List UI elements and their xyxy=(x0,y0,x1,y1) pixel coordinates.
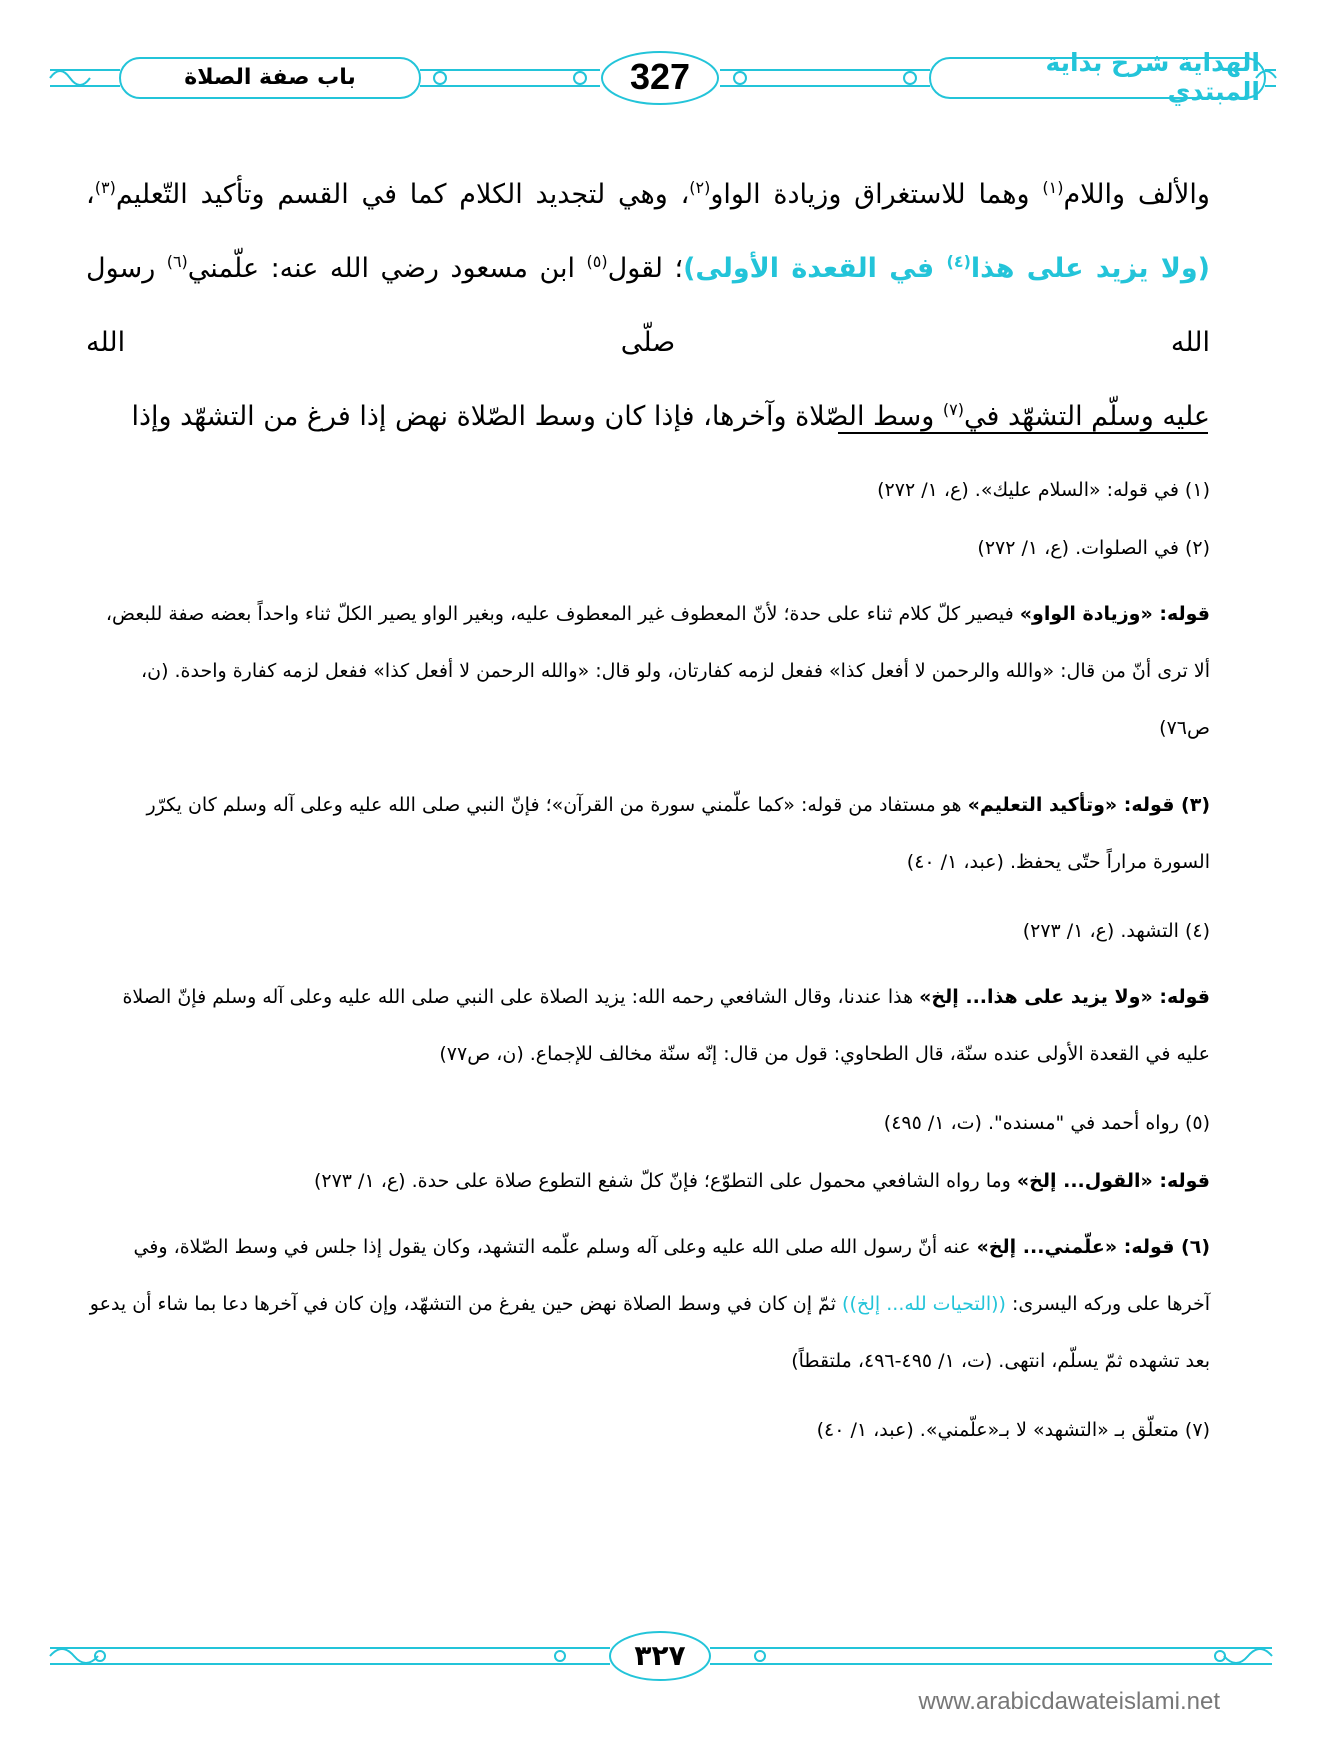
footnote-3: (٣) قوله: «وتأكيد التعليم» هو مستفاد من قوله: «كما علّمني سورة من القرآن»؛ فإنّ النبي صلى الله عليه وعلى آله وسلم كان يكرّر السورة مراراً حتّى يحفظ. (عبد، ١/ ٤٠) xyxy=(146,794,1210,873)
quote-highlight: ((التحيات لله... إلخ)) xyxy=(842,1293,1006,1315)
main-text xyxy=(86,158,1210,454)
footnote-4: (٤) التشهد. (ع، ١/ ٢٧٣) xyxy=(1022,920,1210,942)
commentary-note: قوله: «وزيادة الواو» فيصير كلّ كلام ثناء على حدة؛ لأنّ المعطوف غير المعطوف عليه، وبغير الواو يصير الكلّ ثناء واحداً بعضه صفة للبعض، ألا ترى أنّ من قال: «والله والرحمن لا أفعل كذا» ففعل لزمه كفارتان، ولو قال: «والله الرحمن لا أفعل كذا» ففعل لزمه كفارة واحدة. (ن، ص٧٦) xyxy=(105,603,1210,739)
book-title: الهداية شرح بداية المبتدي xyxy=(1045,48,1260,106)
footnote-ref[interactable]: (٧) xyxy=(942,400,965,419)
website-watermark[interactable]: www.arabicdawateislami.net xyxy=(918,1688,1220,1715)
footnote-ref[interactable]: (٢) xyxy=(689,178,711,197)
footnote-ref[interactable]: (٣) xyxy=(94,178,116,197)
commentary-note: قوله: «القول... إلخ» وما رواه الشافعي محمول على التطوّع؛ فإنّ كلّ شفع التطوع صلاة على حدة. (ع، ١/ ٢٧٣) xyxy=(313,1170,1210,1192)
page-footer xyxy=(40,1628,1280,1684)
footnote-2: (٢) في الصلوات. (ع، ١/ ٢٧٢) xyxy=(977,537,1210,559)
matn-highlight: (ولا يزيد على هذا xyxy=(970,253,1211,284)
footnote-6: (٦) قوله: «علّمني... إلخ» عنه أنّ رسول الله صلى الله عليه وعلى آله وسلم علّمه التشهد، وكان يقول إذا جلس في وسط الصّلاة، وفي آخرها على وركه اليسرى: ((التحيات لله... إلخ)) ثمّ إن كان في وسط الصلاة نهض حين يفرغ من التشهّد، وإن كان في آخرها دعا بما شاء أن يدعو بعد تشهده ثمّ يسلّم، انتهى. (ت، ١/ ٤٩٥-٤٩٦، ملتقطاً) xyxy=(89,1236,1210,1372)
footnote-5: (٥) رواه أحمد في "مسنده". (ت، ١/ ٤٩٥) xyxy=(883,1112,1210,1134)
footnote-1: (١) في قوله: «السلام عليك». (ع، ١/ ٢٧٢) xyxy=(877,479,1210,501)
footnote-ref[interactable]: (٥) xyxy=(586,252,608,271)
footer-page-number: ٣٢٧ xyxy=(634,1638,686,1672)
footnote-ref[interactable]: (٤) xyxy=(946,252,971,271)
footnote-7: (٧) متعلّق بـ «التشهد» لا بـ«علّمني». (عبد، ١/ ٤٠) xyxy=(816,1419,1210,1441)
chapter-title: باب صفة الصلاة xyxy=(184,64,356,90)
page-header xyxy=(40,48,1280,108)
main-line-1: والألف واللام$^{(١)}$ وهما للاستغراق وزيادة الواو$^{(٢)}$، وهي لتجديد الكلام كما في القسم وتأكيد التّعليم$^{(٣)}$، xyxy=(86,178,1210,210)
commentary-note: قوله: «ولا يزيد على هذا... إلخ» هذا عندنا، وقال الشافعي رحمه الله: يزيد الصلاة على النبي صلى الله عليه وعلى آله وسلم فإنّ الصلاة عليه في القعدة الأولى عنده سنّة، قال الطحاوي: قول من قال: إنّه سنّة مخالف للإجماع. (ن، ص٧٧) xyxy=(122,986,1210,1065)
header-page-number: 327 xyxy=(629,56,691,97)
footnotes xyxy=(86,470,1210,1468)
main-line-3: عليه وسلّم التشهّد في$^{(٧)}$ وسط الصّلاة وآخرها، فإذا كان وسط الصّلاة نهض إذا فرغ من التشهّد وإذا xyxy=(131,400,1210,432)
footnote-ref[interactable]: (٦) xyxy=(166,252,188,271)
main-line-2: (ولا يزيد على هذا$^{(٤)}$ في القعدة الأولى)؛ لقول$^{(٥)}$ ابن مسعود رضي الله عنه: علّمني$^{(٦)}$ رسول الله صلّى الله xyxy=(86,252,1211,358)
matn-highlight: في القعدة الأولى) xyxy=(683,253,947,284)
footnote-ref[interactable]: (١) xyxy=(1042,178,1064,197)
footnote-separator xyxy=(838,432,1208,434)
